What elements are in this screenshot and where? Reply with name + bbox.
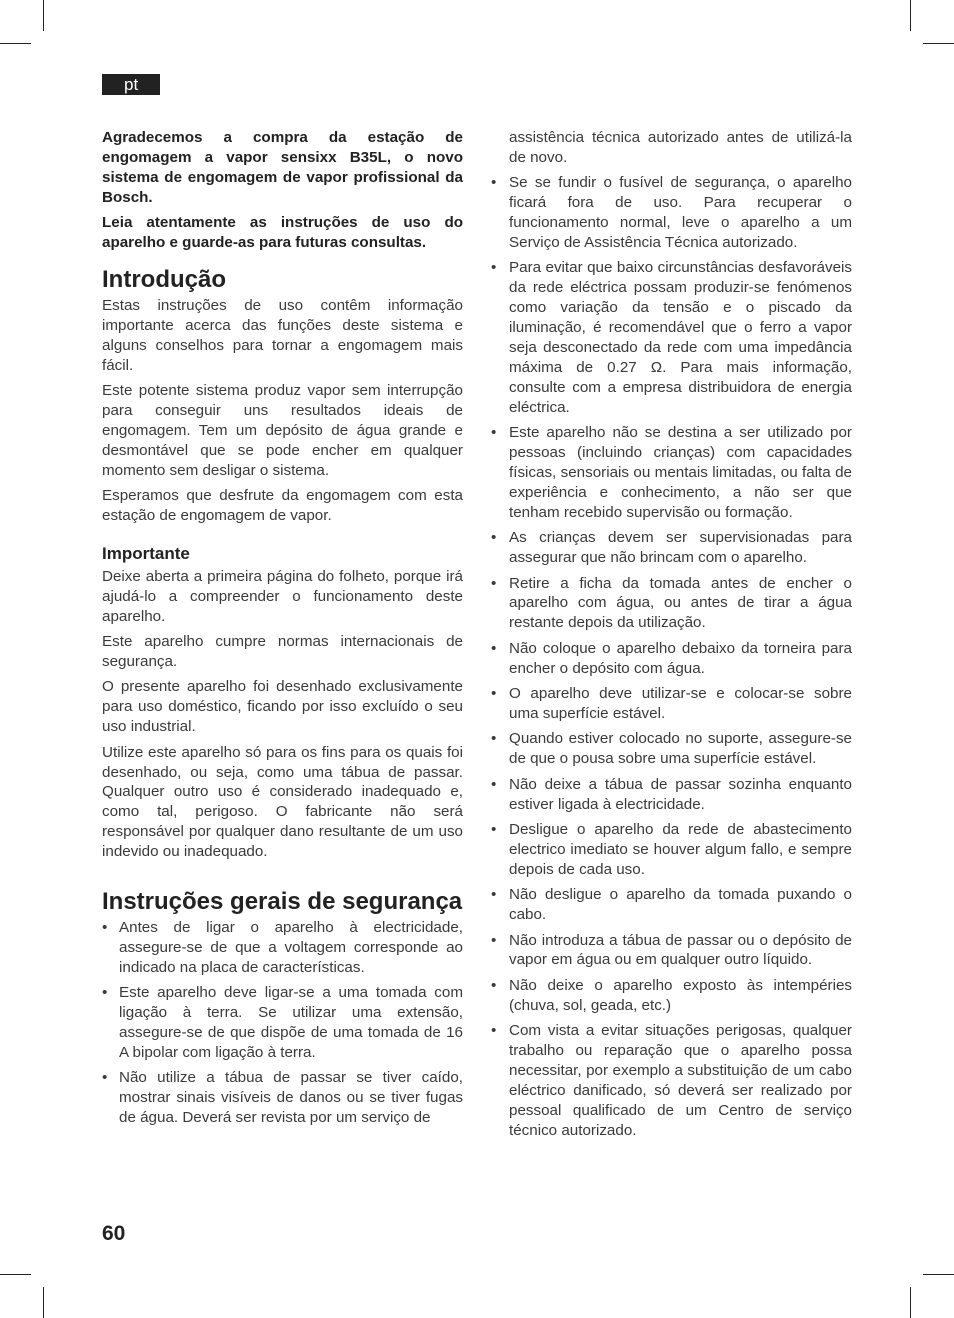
crop-mark (923, 43, 954, 44)
crop-mark (923, 1274, 954, 1275)
body-paragraph: Este aparelho cumpre normas internacionais de segurança. (102, 633, 463, 671)
crop-mark (43, 1287, 44, 1318)
bullet-icon: • (491, 976, 497, 994)
list-item-text: O aparelho deve utilizar-se e colocar-se sobre uma superfície estável. (509, 685, 852, 722)
list-item-text: Com vista a evitar situações perigosas, qualquer trabalho ou reparação que o aparelho possa necessitar, por exemplo a substituição de um cabo eléctrico danificado, só deverá ser realizado por pessoal qualificado de um Centro de serviço técnico autorizado. (509, 1022, 852, 1139)
crop-mark (910, 0, 911, 31)
bullet-icon: • (491, 424, 497, 442)
bullet-icon: • (491, 730, 497, 748)
list-item-text: Não utilize a tábua de passar se tiver caído, mostrar sinais visíveis de danos ou se tiver fugas de água. Deverá ser revista por um serviço de (119, 1069, 463, 1127)
list-item (491, 729, 852, 769)
list-item (491, 820, 852, 880)
language-tab: pt (102, 74, 160, 95)
subsection-title-importante: Importante (102, 543, 190, 563)
list-item-text: Desligue o aparelho da rede de abastecimento electrico imediato se houver algum fallo, e sempre depois de cada uso. (509, 821, 852, 878)
list-item-text: Este aparelho não se destina a ser utilizado por pessoas (incluindo crianças) com capacidades físicas, sensoriais ou mentais limitadas, ou falta de experiência e conhecimento, a não ser que tenham recebido supervisão ou formação. (509, 424, 852, 521)
list-item-text: Não deixe o aparelho exposto às intempéries (chuva, sol, geada, etc.) (509, 976, 852, 1014)
bullet-icon: • (102, 1069, 108, 1087)
list-item-text: Quando estiver colocado no suporte, assegure-se de que o pousa sobre uma superfície estável. (509, 730, 852, 768)
body-paragraph: Este potente sistema produz vapor sem interrupção para conseguir uns resultados ideais de engomagem. Tem um depósito de água grande e desmontável que se pode encher em qualquer momento sem desligar o sistema. (102, 382, 463, 479)
safety-list-left (102, 918, 463, 1128)
bullet-icon: • (491, 685, 497, 703)
crop-mark (0, 43, 31, 44)
list-item-text: Retire a ficha da tomada antes de encher o aparelho com água, ou antes de tirar a água restante depois da utilização. (509, 574, 852, 632)
list-item (491, 976, 852, 1016)
intro-bold-paragraph: Agradecemos a compra da estação de engomagem a vapor sensixx B35L, o novo sistema de engomagem de vapor profissional da Bosch. (102, 129, 463, 206)
bullet-icon: • (491, 574, 497, 592)
list-item-continuation: assistência técnica autorizado antes de utilizá-la de novo. (509, 129, 852, 166)
list-item (102, 1068, 463, 1128)
list-item-text: Para evitar que baixo circunstâncias desfavoráveis da rede eléctrica possam produzir-se fenómenos como variação da tensão e o piscado da iluminação, é recomendável que o ferro a vapor seja desconectado da rede com uma impedância máxima de 0.27 Ω. Para mais informação, consulte com a empresa distribuidora de energia eléctrica. (509, 259, 852, 416)
bullet-icon: • (491, 174, 497, 192)
safety-list-right (491, 173, 852, 1140)
list-item (491, 258, 852, 417)
list-item (491, 684, 852, 724)
bullet-icon: • (491, 775, 497, 793)
crop-mark (43, 0, 44, 31)
right-column (491, 128, 852, 1146)
bullet-icon: • (491, 1022, 497, 1040)
list-item-text: Não deixe a tábua de passar sozinha enquanto estiver ligada à electricidade. (509, 775, 852, 813)
list-item (491, 775, 852, 815)
left-column (102, 128, 463, 1134)
list-item-text: Não introduza a tábua de passar ou o depósito de vapor em água ou em qualquer outro líquido. (509, 931, 852, 969)
bullet-icon: • (102, 919, 108, 937)
list-item-text: Se se fundir o fusível de segurança, o aparelho ficará fora de uso. Para recuperar o funcionamento normal, leve o aparelho a um Serviço de Assistência Técnica autorizado. (509, 174, 852, 252)
list-item (491, 931, 852, 971)
bullet-icon: • (491, 639, 497, 657)
list-item-text: Antes de ligar o aparelho à electricidade, assegure-se de que a voltagem corresponde ao indicado na placa de características. (119, 919, 463, 976)
list-item-text: Não coloque o aparelho debaixo da torneira para encher o depósito com água. (509, 639, 852, 677)
crop-mark (910, 1287, 911, 1318)
body-paragraph: Esperamos que desfrute da engomagem com esta estação de engomagem de vapor. (102, 487, 463, 524)
body-paragraph: Estas instruções de uso contêm informação importante acerca das funções deste sistema e alguns conselhos para tornar a engomagem mais fácil. (102, 296, 463, 374)
list-item (102, 918, 463, 978)
list-item (491, 1021, 852, 1140)
list-item (491, 423, 852, 523)
crop-mark (0, 1274, 31, 1275)
body-paragraph: Utilize este aparelho só para os fins para os quais foi desenhado, ou seja, como uma tábua de passar. Qualquer outro uso é considerado inadequado e, como tal, perigoso. O fabricante não será responsável por qualquer dano resultante de um uso indevido ou inadequado. (102, 743, 463, 861)
bullet-icon: • (491, 821, 497, 838)
bullet-icon: • (491, 529, 497, 547)
list-item (491, 173, 852, 253)
list-item (491, 885, 852, 925)
intro-bold-paragraph: Leia atentamente as instruções de uso do aparelho e guarde-as para futuras consultas. (102, 214, 463, 252)
list-item (491, 639, 852, 679)
bullet-icon: • (491, 886, 497, 904)
body-paragraph: O presente aparelho foi desenhado exclusivamente para uso doméstico, ficando por isso excluído o seu uso industrial. (102, 678, 463, 736)
body-paragraph: Deixe aberta a primeira página do folheto, porque irá ajudá-lo a compreender o funcionamento deste aparelho. (102, 567, 463, 625)
list-item (102, 983, 463, 1063)
list-item-text: As crianças devem ser supervisionadas para assegurar que não brincam com o aparelho. (509, 529, 852, 567)
section-title-introducao: Introdução (102, 265, 226, 293)
page-number: 60 (102, 1222, 126, 1245)
bullet-icon: • (491, 259, 497, 277)
list-item (491, 574, 852, 634)
list-item-text: Este aparelho deve ligar-se a uma tomada com ligação à terra. Se utilizar uma extensão, assegure-se de que dispõe de uma tomada de 16 A bipolar com ligação à terra. (119, 984, 463, 1062)
list-item-text: Não desligue o aparelho da tomada puxando o cabo. (509, 886, 852, 924)
list-item (491, 528, 852, 568)
bullet-icon: • (102, 984, 108, 1002)
bullet-icon: • (491, 931, 497, 949)
section-title-seguranca: Instruções gerais de segurança (102, 888, 463, 916)
